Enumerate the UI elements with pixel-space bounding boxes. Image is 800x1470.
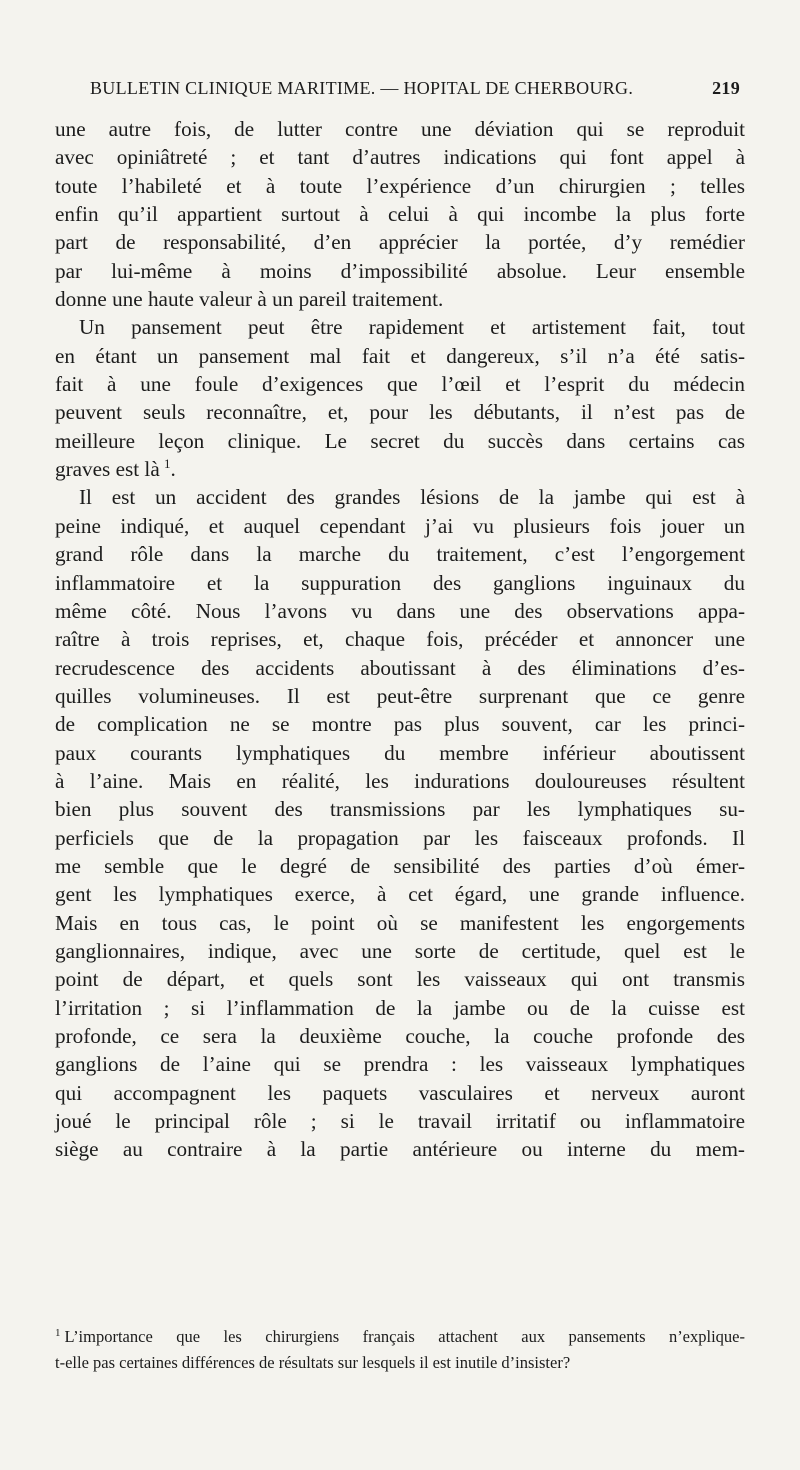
text-line: [55, 427, 745, 455]
text-line-content: raître à trois reprises, et, chaque fois, précéder et annoncer une: [55, 627, 745, 652]
text-line-content: meilleure leçon clinique. Le secret du succès dans certains cas: [55, 428, 745, 453]
text-line: [55, 965, 745, 993]
text-line-content: donne une haute valeur à un pareil traitement.: [55, 287, 444, 312]
footnote-mark: 1: [55, 1326, 61, 1339]
text-line-content: peine indiqué, et auquel cependant j’ai vu plusieurs fois jouer un: [55, 513, 745, 538]
footnote-line: [55, 1350, 745, 1376]
page-number: 219: [712, 78, 740, 98]
text-line: [55, 994, 745, 1022]
text-line: [55, 512, 745, 540]
text-line-content: de complication ne se montre pas plus souvent, car les princi-: [55, 712, 745, 737]
text-line-content: profonde, ce sera la deuxième couche, la couche profonde des: [55, 1024, 745, 1048]
text-line: [55, 625, 745, 653]
text-line: [55, 540, 745, 568]
text-line: [55, 795, 745, 823]
footnote-reference: 1: [163, 456, 171, 472]
text-line: [55, 115, 745, 143]
text-line-content: gent les lymphatiques exerce, à cet égard, une grande influence.: [55, 882, 745, 907]
text-line: [55, 852, 745, 880]
text-line-content: paux courants lymphatiques du membre inférieur aboutissent: [55, 740, 745, 765]
text-line-content: à l’aine. Mais en réalité, les indurations douloureuses résultent: [55, 768, 745, 793]
text-line: [55, 342, 745, 370]
text-line-suffix: .: [170, 457, 176, 482]
text-line-content: recrudescence des accidents aboutissant à des éliminations d’es-: [55, 655, 745, 680]
text-line: [55, 909, 745, 937]
text-line: [55, 1079, 745, 1107]
text-line: [55, 824, 745, 852]
text-line: [55, 1022, 745, 1050]
text-line: [55, 172, 745, 200]
text-line: [55, 710, 745, 738]
text-line: [55, 1107, 745, 1135]
text-line: [55, 313, 745, 341]
text-line-content: part de responsabilité, d’en apprécier la portée, d’y remédier: [55, 230, 745, 255]
text-line-content: en étant un pansement mal fait et dangereux, s’il n’a été satis-: [55, 343, 745, 368]
text-line-content: joué le principal rôle ; si le travail irritatif ou inflammatoire: [55, 1109, 745, 1134]
text-line-content: Mais en tous cas, le point où se manifestent les engorgements: [55, 910, 745, 935]
page-header: [90, 78, 740, 108]
text-line-content: enfin qu’il appartient surtout à celui à qui incombe la plus forte: [55, 202, 745, 227]
text-line-content: peuvent seuls reconnaître, et, pour les débutants, il n’est pas de: [55, 400, 745, 425]
text-line-content: même côté. Nous l’avons vu dans une des observations appa-: [55, 598, 745, 623]
text-line-content: ganglions de l’aine qui se prendra : les vaisseaux lymphatiques: [55, 1052, 745, 1077]
text-line-content: quilles volumineuses. Il est peut-être surprenant que ce genre: [55, 683, 745, 708]
text-line-content: inflammatoire et la suppuration des ganglions inguinaux du: [55, 570, 745, 595]
text-line-content: grand rôle dans la marche du traitement, c’est l’engorgement: [55, 542, 745, 567]
footnote-text: L’importance que les chirurgiens français attachent aux pansements n’explique-: [64, 1327, 745, 1346]
text-line-content: Un pansement peut être rapidement et artistement fait, tout: [79, 315, 745, 340]
text-line: [55, 767, 745, 795]
text-line: [55, 455, 745, 483]
text-line: [55, 228, 745, 256]
text-line: [55, 1050, 745, 1078]
text-line-content: par lui-même à moins d’impossibilité absolue. Leur ensemble: [55, 258, 745, 283]
footnote-line: [55, 1324, 745, 1350]
text-line-content: toute l’habileté et à toute l’expérience d’un chirurgien ; telles: [55, 173, 745, 198]
text-line-content: une autre fois, de lutter contre une déviation qui se reproduit: [55, 117, 745, 141]
text-line: [55, 257, 745, 285]
text-line-content: Il est un accident des grandes lésions de la jambe qui est à: [79, 485, 745, 510]
text-line-content: point de départ, et quels sont les vaisseaux qui ont transmis: [55, 967, 745, 992]
text-line: [55, 398, 745, 426]
text-line-content: me semble que le degré de sensibilité des parties d’où émer-: [55, 853, 745, 878]
text-line: [55, 682, 745, 710]
text-line: [55, 483, 745, 511]
text-line: [55, 569, 745, 597]
text-line-content: ganglionnaires, indique, avec une sorte de certitude, quel est le: [55, 938, 745, 963]
text-line: [55, 880, 745, 908]
running-title: BULLETIN CLINIQUE MARITIME. — HOPITAL DE CHERBOURG.: [90, 78, 634, 98]
text-line: [55, 937, 745, 965]
text-line-content: l’irritation ; si l’inflammation de la jambe ou de la cuisse est: [55, 995, 745, 1020]
text-line: [55, 200, 745, 228]
text-line-content: avec opiniâtreté ; et tant d’autres indications qui font appel à: [55, 145, 745, 170]
text-line: [55, 143, 745, 171]
text-line: [55, 597, 745, 625]
footnote-text: t-elle pas certaines différences de résultats sur lesquels il est inutile d’insister?: [55, 1353, 571, 1372]
body-text: [55, 115, 745, 1164]
text-line: [55, 739, 745, 767]
text-line-content: graves est là: [55, 457, 160, 482]
text-line-content: siège au contraire à la partie antérieure ou interne du mem-: [55, 1137, 745, 1162]
footnote: [55, 1324, 745, 1376]
text-line-content: fait à une foule d’exigences que l’œil et l’esprit du médecin: [55, 372, 745, 397]
text-line-content: bien plus souvent des transmissions par les lymphatiques su-: [55, 797, 745, 822]
text-line: [55, 285, 745, 313]
text-line: [55, 370, 745, 398]
text-line-content: qui accompagnent les paquets vasculaires et nerveux auront: [55, 1080, 745, 1105]
text-line: [55, 1135, 745, 1163]
text-line-content: perficiels que de la propagation par les faisceaux profonds. Il: [55, 825, 745, 850]
text-line: [55, 654, 745, 682]
